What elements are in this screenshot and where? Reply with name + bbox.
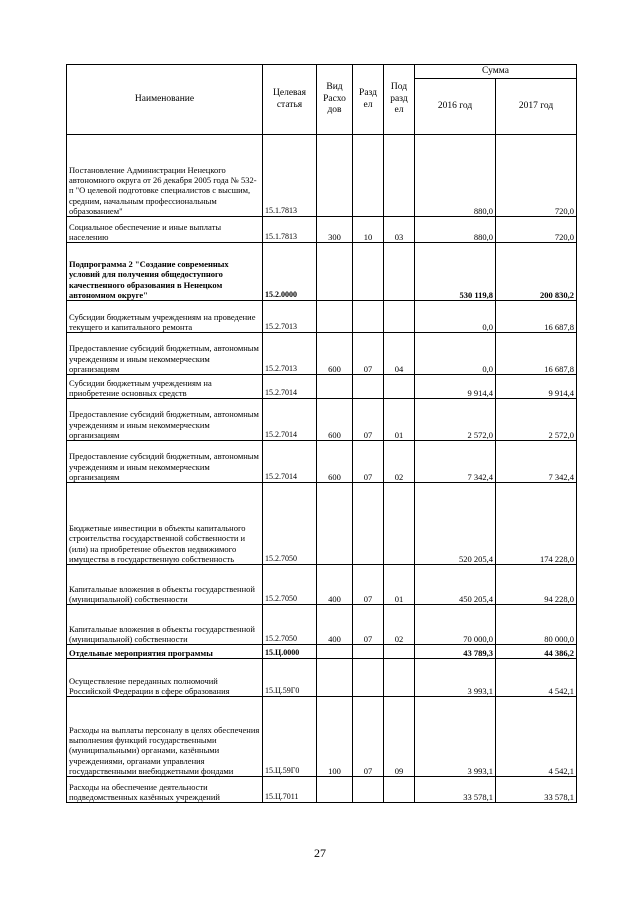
table-row [67,777,577,803]
table-row [67,565,577,605]
row-vid: 600 [317,399,353,441]
row-name: Расходы на выплаты персоналу в целях обеспечения выполнения функций государственными (муниципальными) органами, казёнными учреждениями, органами управления государственными внебюджетными фондами [67,697,263,777]
row-podrazd [384,135,415,217]
row-code: 15.1.7813 [263,217,317,243]
row-2017: 44 386,2 [496,645,577,659]
table-row [67,659,577,697]
row-code: 15.2.7050 [263,605,317,645]
row-razd [353,659,384,697]
header-row-top [67,65,577,79]
row-razd: 07 [353,333,384,375]
row-2017: 80 000,0 [496,605,577,645]
col-header-2016: 2016 год [415,79,496,135]
row-podrazd: 03 [384,217,415,243]
row-code: 15.2.7014 [263,399,317,441]
table-row [67,697,577,777]
row-code: 15.2.7050 [263,483,317,565]
row-code: 15.2.7013 [263,333,317,375]
row-vid: 400 [317,605,353,645]
row-2016: 7 342,4 [415,441,496,483]
col-header-name: Наименование [67,65,263,135]
row-razd: 07 [353,399,384,441]
row-code: 15.Ц.0000 [263,645,317,659]
row-code: 15.Ц.7011 [263,777,317,803]
row-vid: 400 [317,565,353,605]
row-2016: 0,0 [415,333,496,375]
row-name: Подпрограмма 2 "Создание современных условий для получения общедоступного качественного образования в Ненецком автономном округе" [67,243,263,301]
row-name: Капитальные вложения в объекты государственной (муниципальной) собственности [67,565,263,605]
col-header-razd: Разд ел [353,65,384,135]
row-2016: 450 205,4 [415,565,496,605]
row-2017: 4 542,1 [496,659,577,697]
row-name: Расходы на обеспечение деятельности подведомственных казённых учреждений [67,777,263,803]
row-2016: 530 119,8 [415,243,496,301]
row-podrazd [384,645,415,659]
col-header-2017: 2017 год [496,79,577,135]
row-2017: 2 572,0 [496,399,577,441]
page-number: 27 [314,846,326,860]
row-razd [353,777,384,803]
col-header-podrazd: Под разд ел [384,65,415,135]
row-vid [317,645,353,659]
row-vid [317,375,353,399]
row-2016: 9 914,4 [415,375,496,399]
table-row [67,243,577,301]
row-code: 15.Ц.59Г0 [263,659,317,697]
row-2016: 33 578,1 [415,777,496,803]
row-podrazd: 01 [384,565,415,605]
row-vid [317,135,353,217]
row-name: Бюджетные инвестиции в объекты капитального строительства государственной собственности и (или) на приобретение объектов недвижимого имущества в государственную собственность [67,483,263,565]
row-2017: 94 228,0 [496,565,577,605]
row-razd: 07 [353,441,384,483]
row-code: 15.2.0000 [263,243,317,301]
row-razd: 07 [353,697,384,777]
row-2016: 0,0 [415,301,496,333]
row-razd [353,135,384,217]
col-header-article: Целевая статья [263,65,317,135]
table-row [67,301,577,333]
row-razd: 10 [353,217,384,243]
row-vid [317,777,353,803]
row-code: 15.1.7813 [263,135,317,217]
row-name: Капитальные вложения в объекты государственной (муниципальной) собственности [67,605,263,645]
row-2016: 3 993,1 [415,659,496,697]
row-2016: 520 205,4 [415,483,496,565]
row-2017: 7 342,4 [496,441,577,483]
row-2017: 33 578,1 [496,777,577,803]
row-razd [353,645,384,659]
table-row [67,375,577,399]
row-2016: 3 993,1 [415,697,496,777]
row-2017: 720,0 [496,135,577,217]
row-code: 15.2.7014 [263,375,317,399]
row-name: Социальное обеспечение и иные выплаты населению [67,217,263,243]
row-code: 15.2.7013 [263,301,317,333]
row-2017: 4 542,1 [496,697,577,777]
table-body [67,135,577,803]
row-2017: 174 228,0 [496,483,577,565]
budget-table [66,64,577,803]
row-2017: 200 830,2 [496,243,577,301]
row-razd: 07 [353,605,384,645]
table-row [67,441,577,483]
row-name: Предоставление субсидий бюджетным, автономным учреждениям и иным некоммерческим организациям [67,441,263,483]
row-podrazd: 04 [384,333,415,375]
row-name: Субсидии бюджетным учреждениям на приобретение основных средств [67,375,263,399]
row-vid [317,301,353,333]
row-razd [353,483,384,565]
row-name: Предоставление субсидий бюджетным, автономным учреждениям и иным некоммерческим организациям [67,333,263,375]
row-razd [353,243,384,301]
row-2017: 9 914,4 [496,375,577,399]
row-vid [317,659,353,697]
col-header-vid: Вид Расхо дов [317,65,353,135]
row-podrazd [384,483,415,565]
row-razd [353,375,384,399]
row-podrazd [384,301,415,333]
row-name: Предоставление субсидий бюджетным, автономным учреждениям и иным некоммерческим организациям [67,399,263,441]
row-code: 15.2.7014 [263,441,317,483]
row-podrazd [384,375,415,399]
budget-table-container [66,64,576,803]
row-razd: 07 [353,565,384,605]
row-2016: 70 000,0 [415,605,496,645]
row-name: Субсидии бюджетным учреждениям на проведение текущего и капитального ремонта [67,301,263,333]
col-header-sum: Сумма [415,65,577,79]
row-podrazd [384,777,415,803]
table-row [67,333,577,375]
row-vid: 600 [317,333,353,375]
row-vid: 300 [317,217,353,243]
row-2017: 16 687,8 [496,301,577,333]
row-name: Отдельные мероприятия программы [67,645,263,659]
table-row [67,217,577,243]
row-vid [317,483,353,565]
table-row [67,605,577,645]
row-code: 15.Ц.59Г0 [263,697,317,777]
row-name: Осуществление переданных полномочий Российской Федерации в сфере образования [67,659,263,697]
row-razd [353,301,384,333]
row-2016: 880,0 [415,217,496,243]
row-code: 15.2.7050 [263,565,317,605]
row-vid [317,243,353,301]
table-row [67,399,577,441]
row-podrazd [384,659,415,697]
row-vid: 600 [317,441,353,483]
row-vid: 100 [317,697,353,777]
row-2017: 16 687,8 [496,333,577,375]
table-row [67,483,577,565]
row-podrazd [384,243,415,301]
table-row [67,135,577,217]
row-2016: 880,0 [415,135,496,217]
row-podrazd: 02 [384,441,415,483]
row-podrazd: 09 [384,697,415,777]
row-podrazd: 01 [384,399,415,441]
row-2017: 720,0 [496,217,577,243]
row-podrazd: 02 [384,605,415,645]
row-2016: 2 572,0 [415,399,496,441]
table-row [67,645,577,659]
row-2016: 43 789,3 [415,645,496,659]
row-name: Постановление Администрации Ненецкого автономного округа от 26 декабря 2005 года № 532-п "О целевой подготовке специалистов с высшим, средним, начальным профессиональным образованием" [67,135,263,217]
